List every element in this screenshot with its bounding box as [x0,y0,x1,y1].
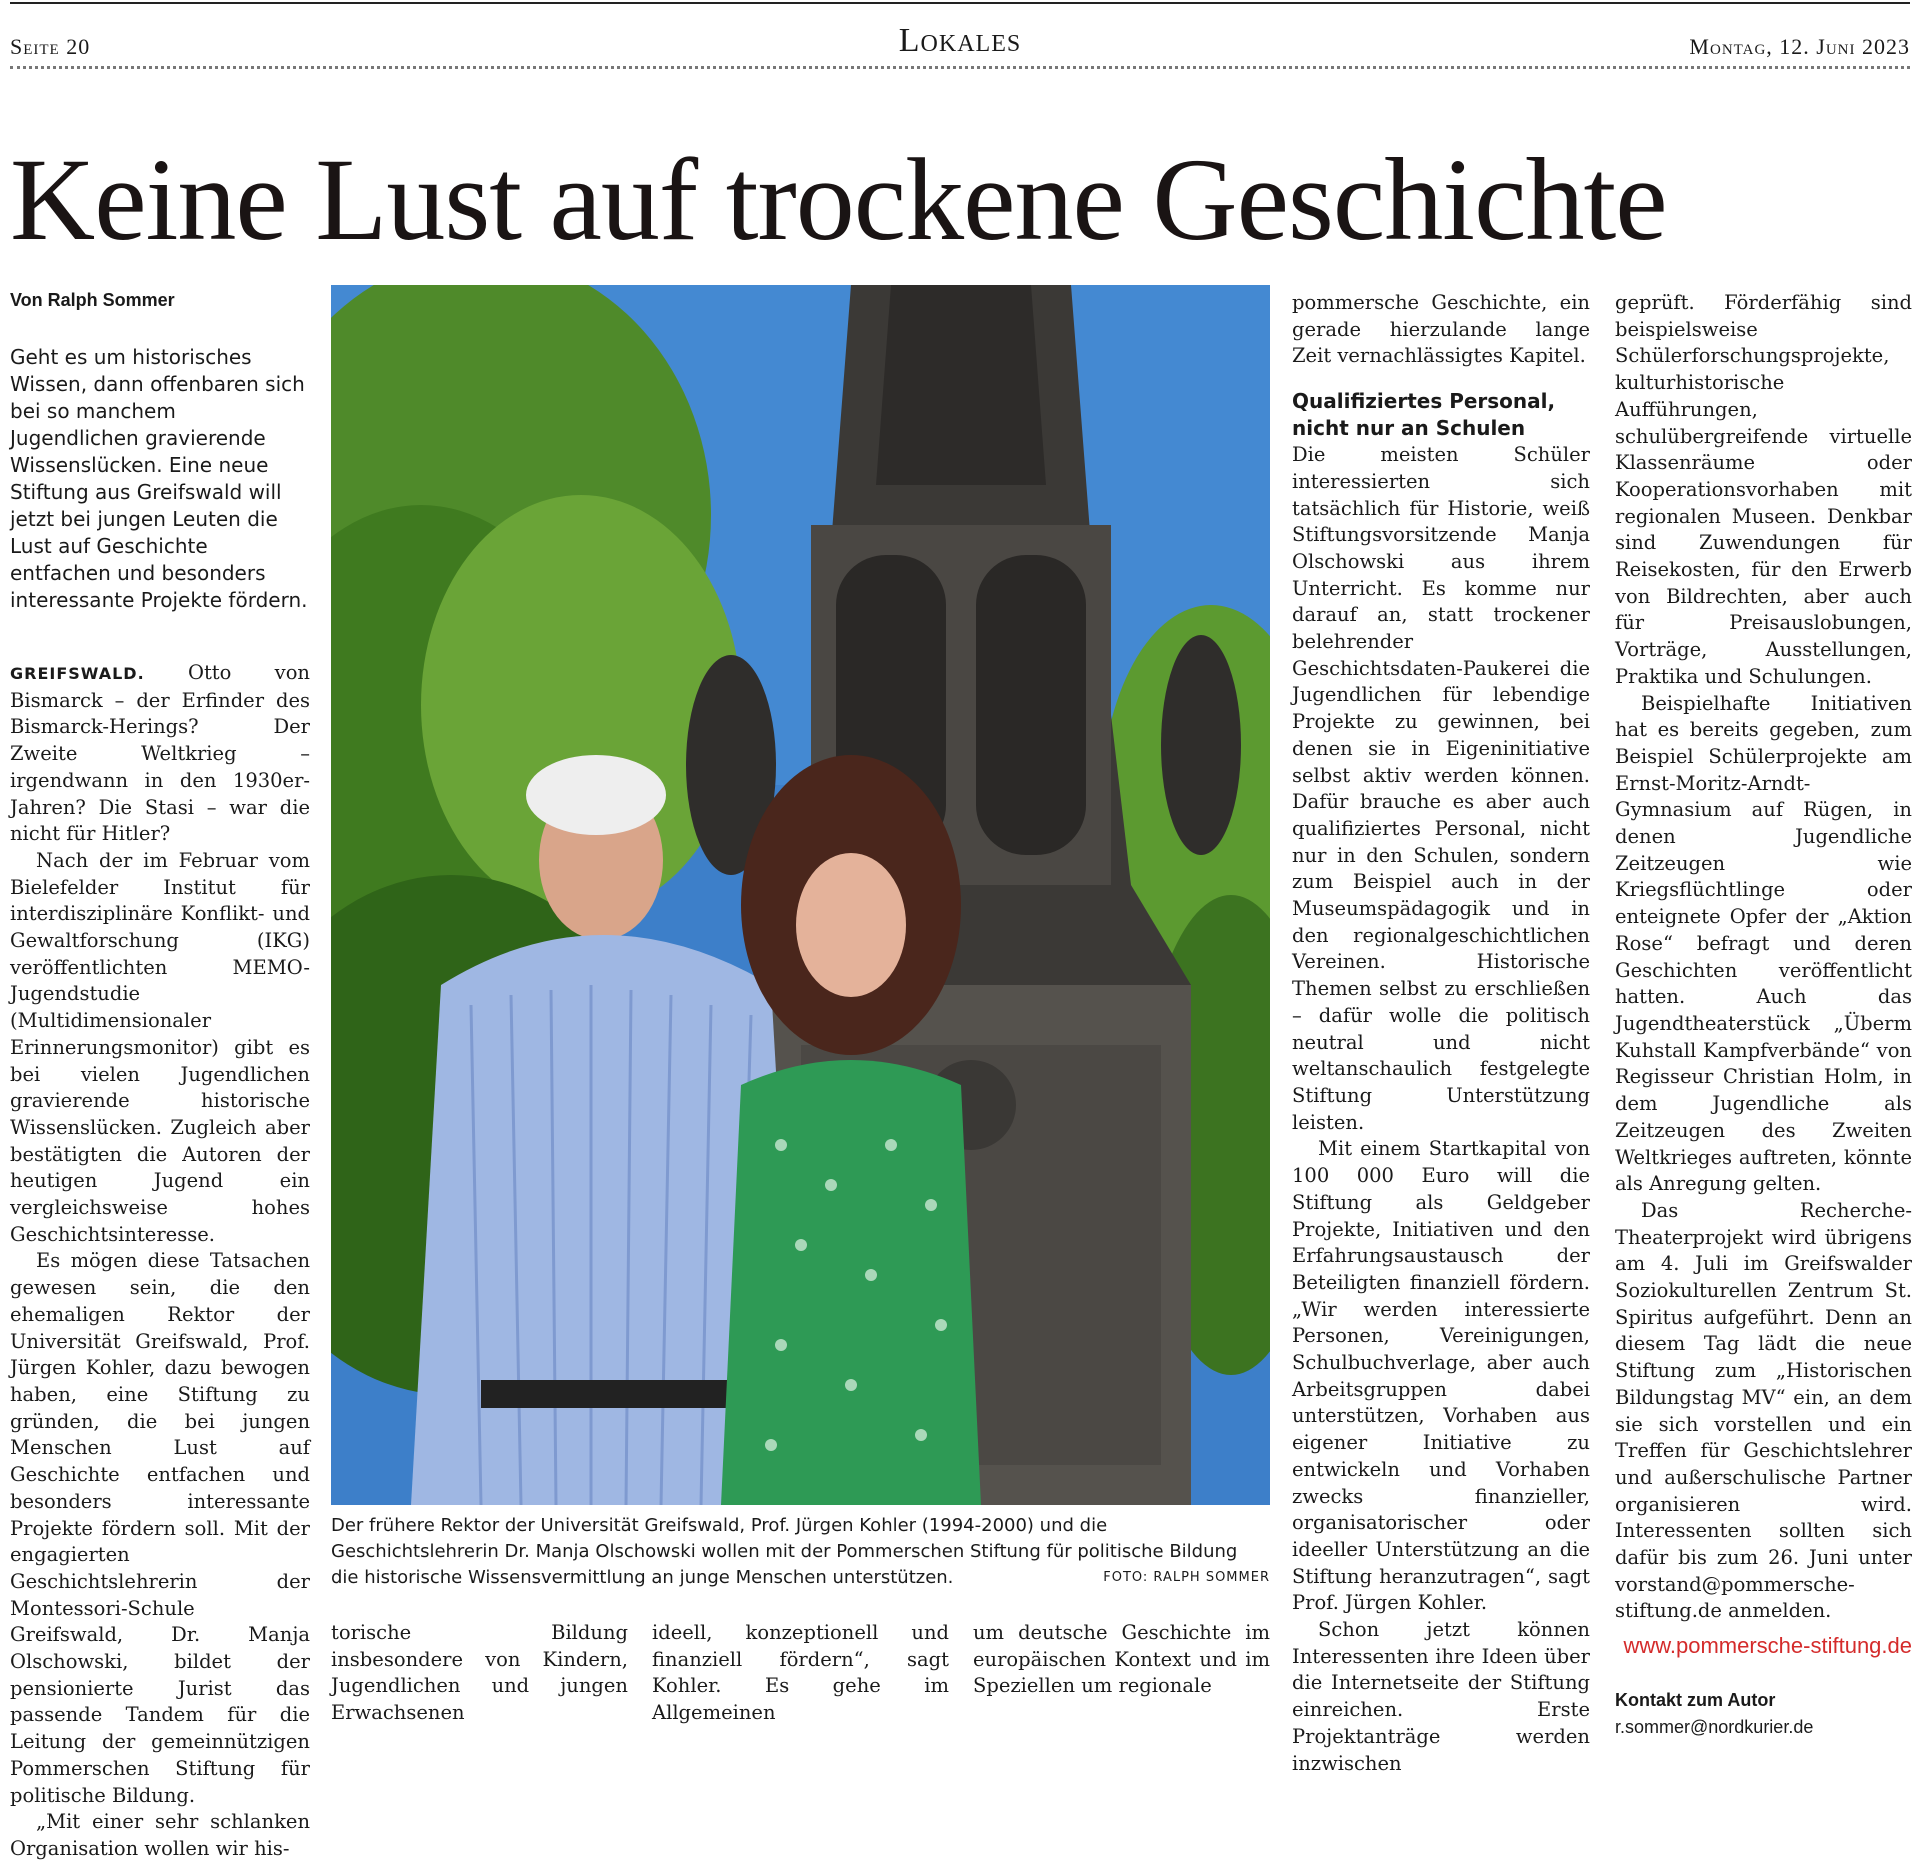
top-rule [10,2,1910,4]
paragraph: um deutsche Geschichte im europäischen Kontext und im Speziellen um regionale [973,1621,1270,1698]
article-headline: Keine Lust auf trockene Geschichte [10,134,1667,265]
section-title: Lokales [898,22,1022,59]
header-dotted-rule [10,66,1910,69]
paragraph: ideell, konzeptionell und finanziell fördern“, sagt Kohler. Es gehe im Allgemeinen [652,1621,949,1725]
column-6 [1615,290,1912,1741]
paragraph [10,660,310,848]
paragraph: Nach der im Februar vom Bielefelder Institut für interdisziplinäre Konflikt- und Gewaltforschung (IKG) veröffentlichten MEMO-Jugendstudie (Multidimensionaler Erinnerungsmonitor) gibt es bei vielen Jugendlichen gravierende historische Wissenslücken. Zugleich aber bestätigten die Autoren der heutigen Jugend ein vergleichsweise hohes Geschichtsinteresse. [10,848,310,1246]
paragraph: pommersche Geschichte, ein gerade hierzulande lange Zeit vernachlässigtes Kapitel. [1292,291,1590,368]
column-1 [10,660,310,1863]
subheading: Qualifiziertes Personal, nicht nur an Schulen [1292,389,1556,441]
paragraph: torische Bildung insbesondere von Kindern, Jugendlichen und jungen Erwachsenen [331,1621,628,1725]
paragraph: „Mit einer sehr schlanken Organisation wollen wir his- [10,1810,310,1860]
caption-text: Der frühere Rektor der Universität Greifswald, Prof. Jürgen Kohler (1994-2000) und die Geschichtslehrerin Dr. Manja Olschowski wollen mit der Pommerschen Stiftung für politische Bildung die historische Wissensvermittlung an junge Menschen unterstützen. [331,1515,1238,1588]
byline: Von Ralph Sommer [10,290,175,310]
column-2-bottom [331,1620,628,1727]
contact-email[interactable]: r.sommer@nordkurier.de [1615,1716,1814,1737]
paragraph: Es mögen diese Tatsachen gewesen sein, die den ehemaligen Rektor der Universität Greifswald, Prof. Jürgen Kohler, dazu bewogen haben, eine Stiftung zu gründen, die bei jungen Menschen Lust auf Geschichte entfachen und besonders interessante Projekte fördern soll. Mit der engagierten Geschichtslehrerin der Montessori-Schule Greifswald, Dr. Manja Olschowski, bildet der pensionierte Jurist das passende Tandem für die Leitung der gemeinnützigen Pommerschen Stiftung für politische Bildung. [10,1249,310,1807]
paragraph: Das Recherche-Theaterprojekt wird übrigens am 4. Juli im Greifswalder Soziokulturellen Zentrum St. Spiritus aufgeführt. Denn an diesem Tag lädt die neue Stiftung zum „Historischen Bildungstag MV“ ein, an dem sie sich vorstellen und ein Treffen für Geschichtslehrer und außerschulische Partner organisieren wird. Interessenten sollten sich dafür bis zum 26. Juni unter vorstand@pommersche-stiftung.de anmelden. [1615,1198,1912,1623]
page-header [10,22,1910,62]
dateline: GREIFSWALD. [10,664,145,683]
photo-illustration [331,285,1270,1505]
issue-date: Montag, 12. Juni 2023 [1689,34,1910,59]
article-photo [331,285,1270,1505]
paragraph-text: Otto von Bismarck – der Erfinder des Bismarck-Herings? Der Zweite Weltkrieg – irgendwann in den 1930er-Jahren? Die Stasi – war die nicht für Hitler? [10,661,310,846]
column-3-bottom [652,1620,949,1727]
article-lead: Geht es um historisches Wissen, dann offenbaren sich bei so manchem Jugendlichen gravierende Wissenslücken. Eine neue Stiftung aus Greifswald will jetzt bei jungen Leuten die Lust auf Geschichte entfachen und besonders interessante Projekte fördern. [10,345,308,612]
column-4-bottom [973,1620,1270,1700]
paragraph: Die meisten Schüler interessierten sich tatsächlich für Historie, weiß Stiftungsvorsitzende Manja Olschowski aus ihrem Unterricht. Es komme nur darauf an, statt trockener belehrender Geschichtsdaten-Paukerei die Jugendlichen für lebendige Projekte zu gewinnen, bei denen sie in Eigeninitiative selbst aktiv werden können. Dafür brauche es aber auch qualifiziertes Personal, nicht nur in den Schulen, sondern zum Beispiel auch in der Museumspädagogik und in den regionalgeschichtlichen Vereinen. Historische Themen selbst zu erschließen – dafür wolle die politisch neutral und nicht weltanschaulich festgelegte Stiftung Unterstützung leisten. [1292,443,1590,1134]
paragraph: Mit einem Startkapital von 100 000 Euro will die Stiftung als Geldgeber Projekte, Initiativen und den Erfahrungsaustausch der Beteiligten finanziell fördern. „Wir werden interessierte Personen, Vereinigungen, Schulbuchverlage, aber auch Arbeitsgruppen dabei unterstützen, Vorhaben aus eigener Initiative zu entwickeln und Vorhaben zwecks finanzieller, organisatorischer oder ideeller Unterstützung an die Stiftung heranzutragen“, sagt Prof. Jürgen Kohler. [1292,1137,1590,1615]
paragraph: Beispielhafte Initiativen hat es bereits gegeben, zum Beispiel Schülerprojekte am Ernst-Moritz-Arndt-Gymnasium auf Rügen, in denen Jugendliche Zeitzeugen wie Kriegsflüchtlinge oder enteignete Opfer der „Aktion Rose“ befragt und deren Geschichten veröffentlicht hatten. Auch das Jugendtheaterstück „Überm Kuhstall Kampfverbände“ von Regisseur Christian Holm, in dem Jugendliche als Zeitzeugen des Zweiten Weltkrieges auftreten, könnte als Anregung gelten. [1615,691,1912,1196]
page-number: Seite 20 [10,34,91,59]
photo-credit: FOTO: RALPH SOMMER [1103,1570,1270,1585]
photo-caption [331,1513,1270,1591]
paragraph: geprüft. Förderfähig sind beispielsweise Schülerforschungsprojekte, kulturhistorische Aufführungen, schulübergreifende virtuelle Klassenräume oder Kooperationsvorhaben mit regionalen Museen. Denkbar sind Zuwendungen für Reisekosten, für den Erwerb von Bildrechten, aber auch für Preisauslobungen, Vorträge, Ausstellungen, Praktika und Schulungen. [1615,291,1912,688]
contact-title: Kontakt zum Autor [1615,1690,1776,1711]
paragraph: Schon jetzt können Interessenten ihre Ideen über die Internetseite der Stiftung einreichen. Erste Projektanträge werden inzwischen [1292,1618,1590,1775]
foundation-link[interactable]: www.pommersche-stiftung.de [1623,1633,1912,1659]
column-5 [1292,290,1590,1777]
